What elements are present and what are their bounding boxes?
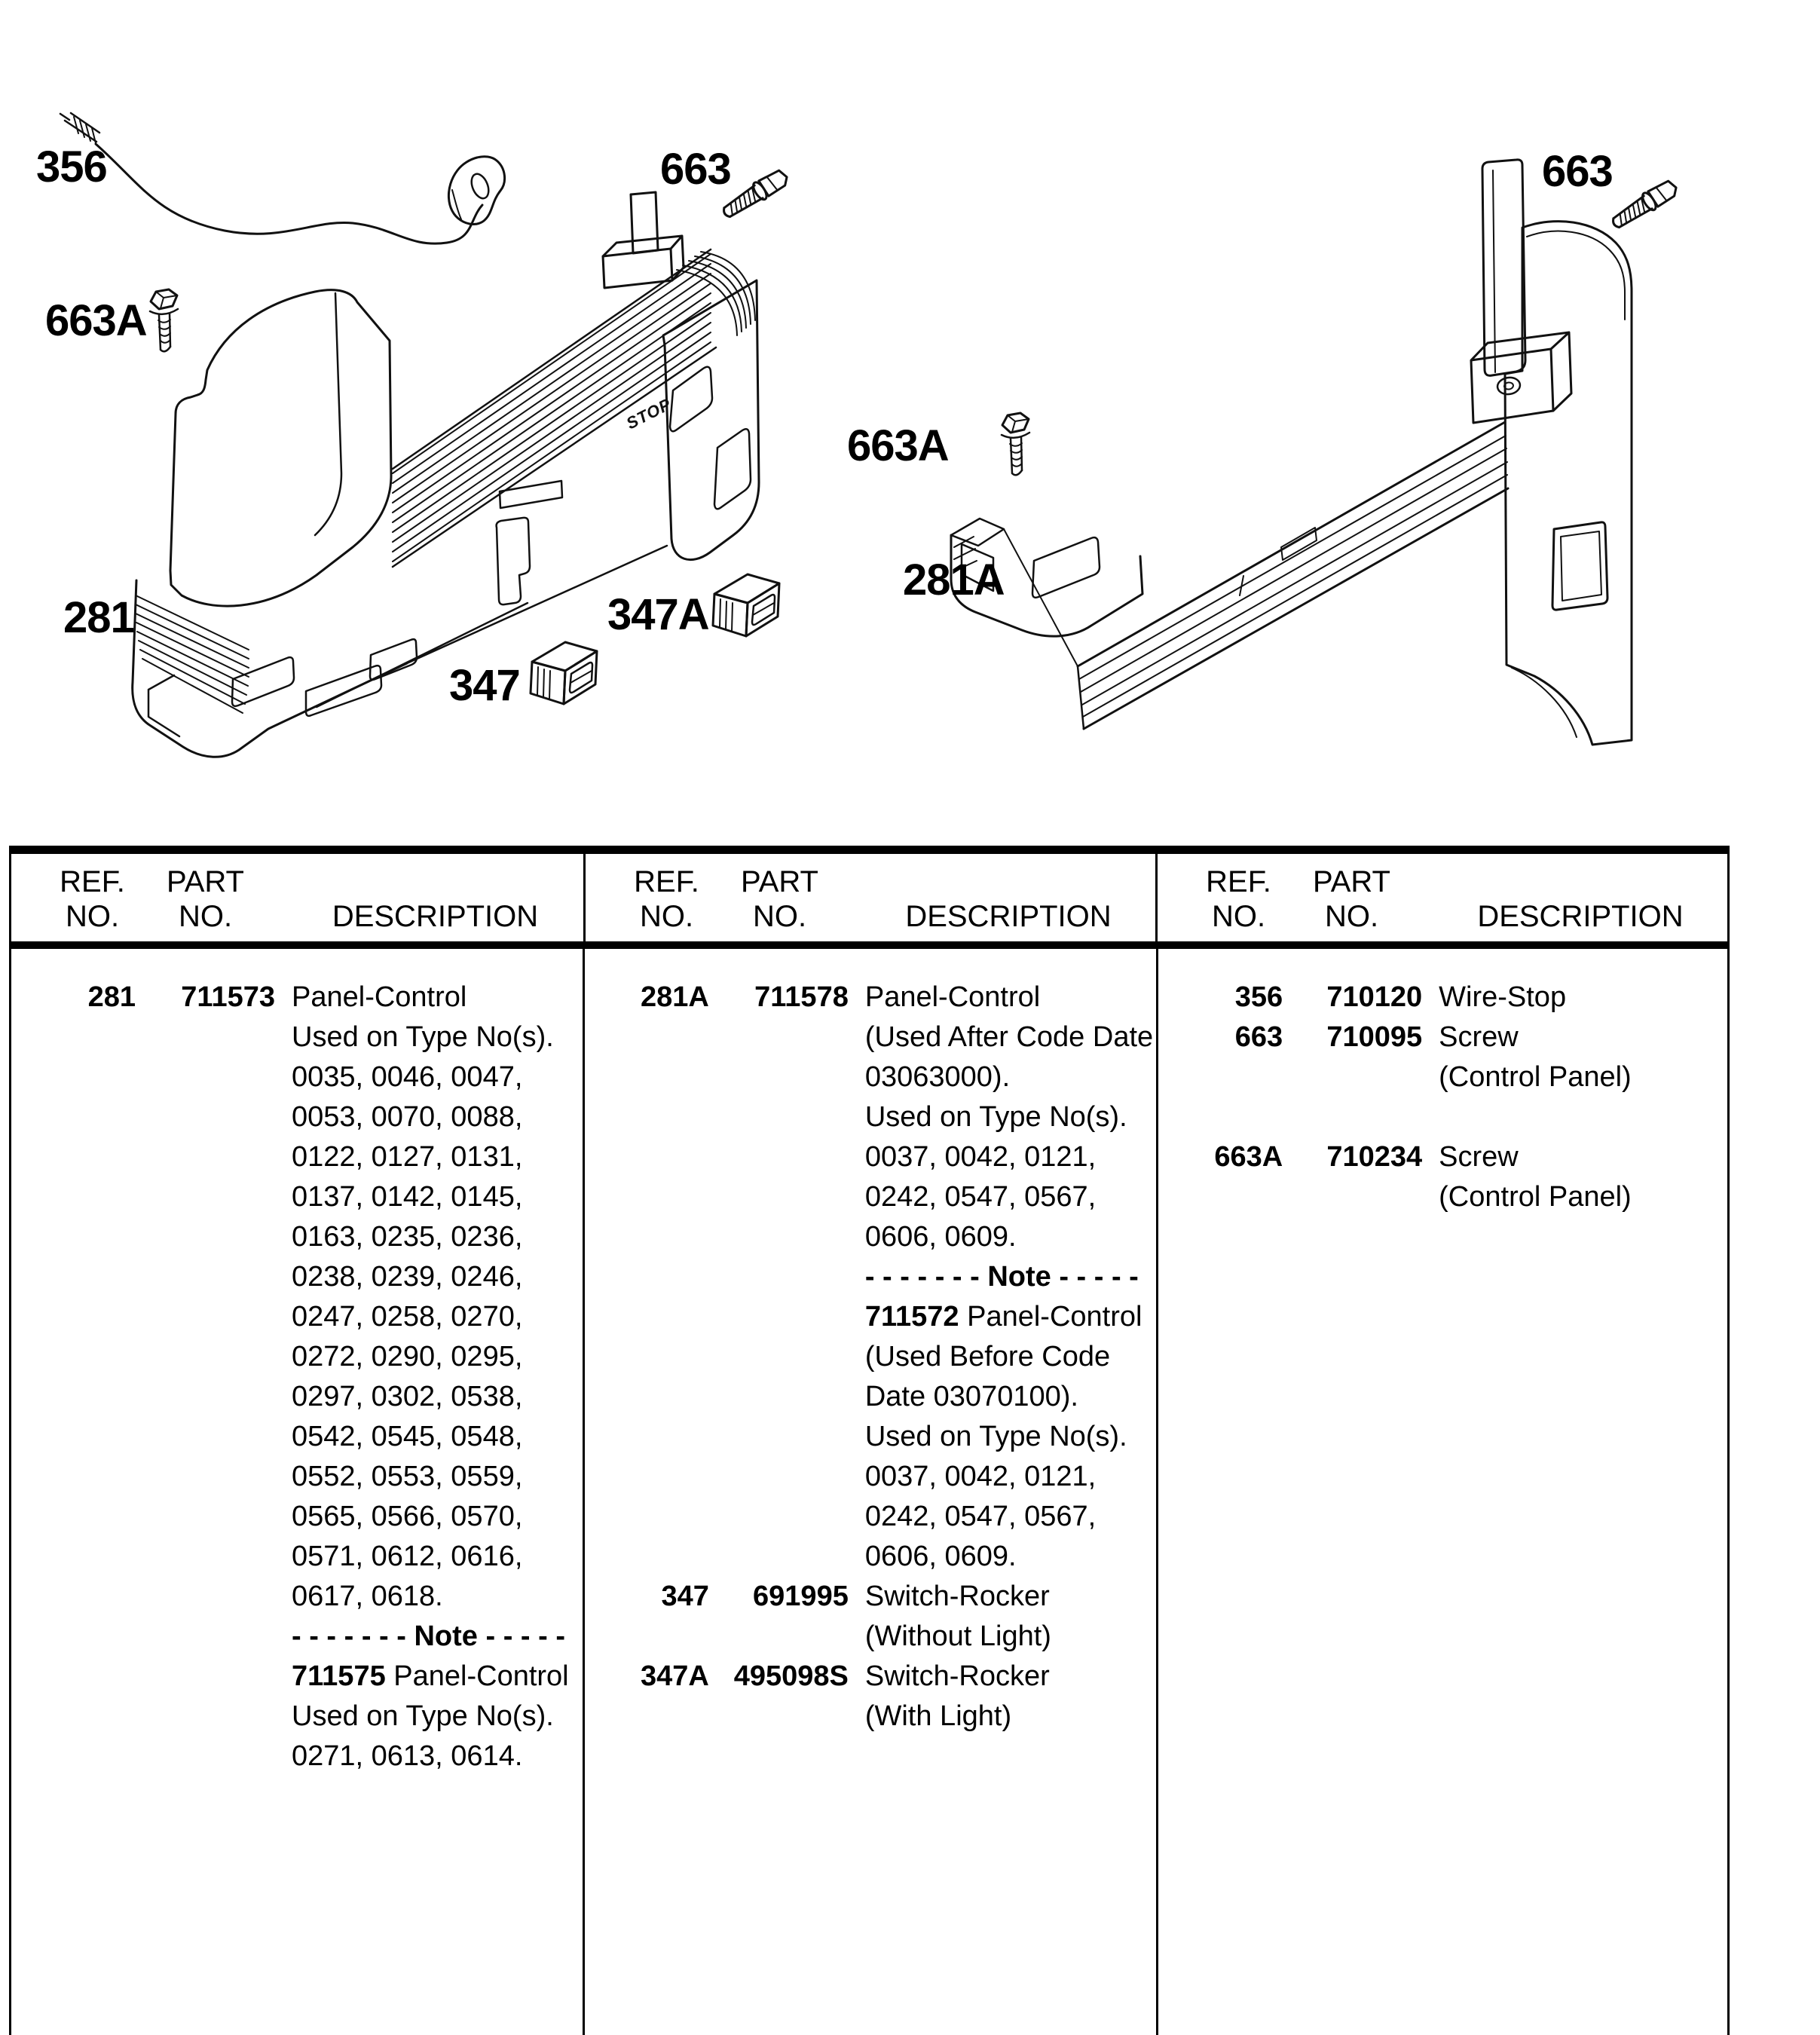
callout-281: 281 <box>63 593 134 642</box>
callout-347: 347 <box>449 661 520 710</box>
description-line: Used on Type No(s). <box>292 1021 554 1053</box>
callout-663A-right: 663A <box>847 421 949 470</box>
description-line: 0606, 0609. <box>864 1541 1017 1572</box>
panel-control-right-drawing <box>951 160 1632 745</box>
description-line: 0542, 0545, 0548, <box>292 1421 523 1452</box>
table-row <box>49 978 580 1776</box>
description-line: (Used After Code Date <box>864 1021 1154 1053</box>
callout-347A: 347A <box>607 590 709 639</box>
ref-no-cell: 281 <box>87 981 136 1013</box>
description-line: 0137, 0142, 0145, <box>292 1181 523 1213</box>
description-line: 0242, 0547, 0567, <box>864 1501 1097 1532</box>
description-cell <box>865 978 1153 1577</box>
description-line: 711575 Panel-Control <box>292 1660 569 1692</box>
part-header: PART <box>167 865 244 898</box>
part-header: PART <box>741 865 818 898</box>
ref-no-cell: 663 <box>1234 1021 1283 1053</box>
description-line: (Control Panel) <box>1439 1181 1632 1213</box>
header-col-3: REF. NO. PART NO. DESCRIPTION <box>1155 854 1727 941</box>
callout-281A: 281A <box>903 555 1005 604</box>
desc-header: DESCRIPTION <box>332 900 539 933</box>
part-no-cell: 691995 <box>753 1581 849 1612</box>
description-line: 0037, 0042, 0121, <box>864 1461 1097 1492</box>
description-line: (Used Before Code <box>864 1341 1111 1372</box>
part-no-cell: 711578 <box>754 981 849 1013</box>
table-row <box>1196 1137 1724 1217</box>
ref-header: REF. <box>634 865 699 898</box>
description-line: 0122, 0127, 0131, <box>292 1141 523 1173</box>
part-no-cell: 710120 <box>1326 981 1423 1013</box>
description-line: 0272, 0290, 0295, <box>292 1341 523 1372</box>
description-line: 0565, 0566, 0570, <box>292 1501 523 1532</box>
description-line: 03063000). <box>864 1061 1011 1093</box>
description-line: Used on Type No(s). <box>864 1421 1127 1452</box>
table-header <box>11 854 1727 949</box>
description-cell <box>1439 1137 1724 1217</box>
callout-356: 356 <box>36 142 107 191</box>
description-line: Wire-Stop <box>1439 981 1567 1013</box>
table-row <box>622 978 1153 1577</box>
description-line: (With Light) <box>864 1700 1012 1732</box>
description-line: Screw <box>1439 1021 1519 1053</box>
parts-table <box>9 846 1730 2035</box>
ref-no-cell: 663A <box>1214 1141 1283 1173</box>
description-line: - - - - - - - Note - - - - - <box>292 1620 565 1652</box>
description-line: 0035, 0046, 0047, <box>292 1061 523 1093</box>
description-line: 0571, 0612, 0616, <box>292 1541 523 1572</box>
panel-control-drawing <box>133 192 759 757</box>
description-cell <box>1439 978 1724 1017</box>
description-line: Date 03070100). <box>864 1381 1078 1412</box>
table-column-1 <box>11 949 583 2035</box>
ref-header: REF. <box>1206 865 1271 898</box>
wire-stop-drawing <box>60 113 505 243</box>
part-no-cell: 495098S <box>733 1660 849 1692</box>
description-line: (Control Panel) <box>1439 1061 1632 1093</box>
table-column-2 <box>583 949 1156 2035</box>
part-header: PART <box>1313 865 1390 898</box>
header-col-1: REF. NO. PART NO. DESCRIPTION <box>11 854 583 941</box>
table-row <box>1196 978 1724 1017</box>
ref-no-cell: 347A <box>641 1660 709 1692</box>
header-col-2: REF. NO. PART NO. DESCRIPTION <box>583 854 1155 941</box>
description-cell <box>1439 1017 1724 1097</box>
description-line: 0238, 0239, 0246, <box>292 1261 523 1293</box>
description-line: Screw <box>1439 1141 1519 1173</box>
table-row <box>622 1577 1153 1657</box>
description-line: Used on Type No(s). <box>864 1101 1127 1133</box>
description-line: (Without Light) <box>864 1620 1051 1652</box>
description-line: 0271, 0613, 0614. <box>292 1740 523 1772</box>
description-line: 711572 Panel-Control <box>864 1301 1142 1333</box>
parts-illustration <box>0 0 1820 837</box>
description-line: 0247, 0258, 0270, <box>292 1301 523 1333</box>
description-line: 0297, 0302, 0538, <box>292 1381 523 1412</box>
description-line: Switch-Rocker <box>864 1581 1050 1612</box>
stop-label: STOP <box>622 394 674 433</box>
description-line: Panel-Control <box>292 981 467 1013</box>
description-line: 0053, 0070, 0088, <box>292 1101 523 1133</box>
description-line: - - - - - - - Note - - - - - <box>864 1261 1139 1293</box>
part-no-cell: 710095 <box>1326 1021 1423 1053</box>
desc-header: DESCRIPTION <box>1477 900 1684 933</box>
table-body <box>11 949 1727 2035</box>
description-cell <box>865 1657 1153 1737</box>
parts-diagram <box>0 0 1820 837</box>
ref-no-cell: 356 <box>1234 981 1283 1013</box>
description-line: 0606, 0609. <box>864 1221 1017 1253</box>
description-cell <box>292 978 580 1776</box>
description-line: Panel-Control <box>864 981 1041 1013</box>
ref-header: REF. <box>60 865 125 898</box>
table-row <box>1196 1017 1724 1097</box>
description-line: Used on Type No(s). <box>292 1700 554 1732</box>
desc-header: DESCRIPTION <box>905 900 1112 933</box>
part-no-cell: 710234 <box>1326 1141 1423 1173</box>
callout-663-right: 663 <box>1542 147 1613 196</box>
description-line: 0617, 0618. <box>292 1581 443 1612</box>
table-row <box>622 1657 1153 1737</box>
description-line: 0242, 0547, 0567, <box>864 1181 1097 1213</box>
description-cell <box>865 1577 1153 1657</box>
description-line: Switch-Rocker <box>864 1660 1050 1692</box>
description-line: 0552, 0553, 0559, <box>292 1461 523 1492</box>
ref-no-cell: 347 <box>661 1581 709 1612</box>
ref-no-cell: 281A <box>641 981 709 1013</box>
part-no-cell: 711573 <box>181 981 275 1013</box>
table-column-3 <box>1156 949 1727 2035</box>
description-line: 0163, 0235, 0236, <box>292 1221 523 1253</box>
description-line: 0037, 0042, 0121, <box>864 1141 1097 1173</box>
callout-663-left: 663 <box>660 145 731 194</box>
callout-663A-left: 663A <box>45 296 147 345</box>
